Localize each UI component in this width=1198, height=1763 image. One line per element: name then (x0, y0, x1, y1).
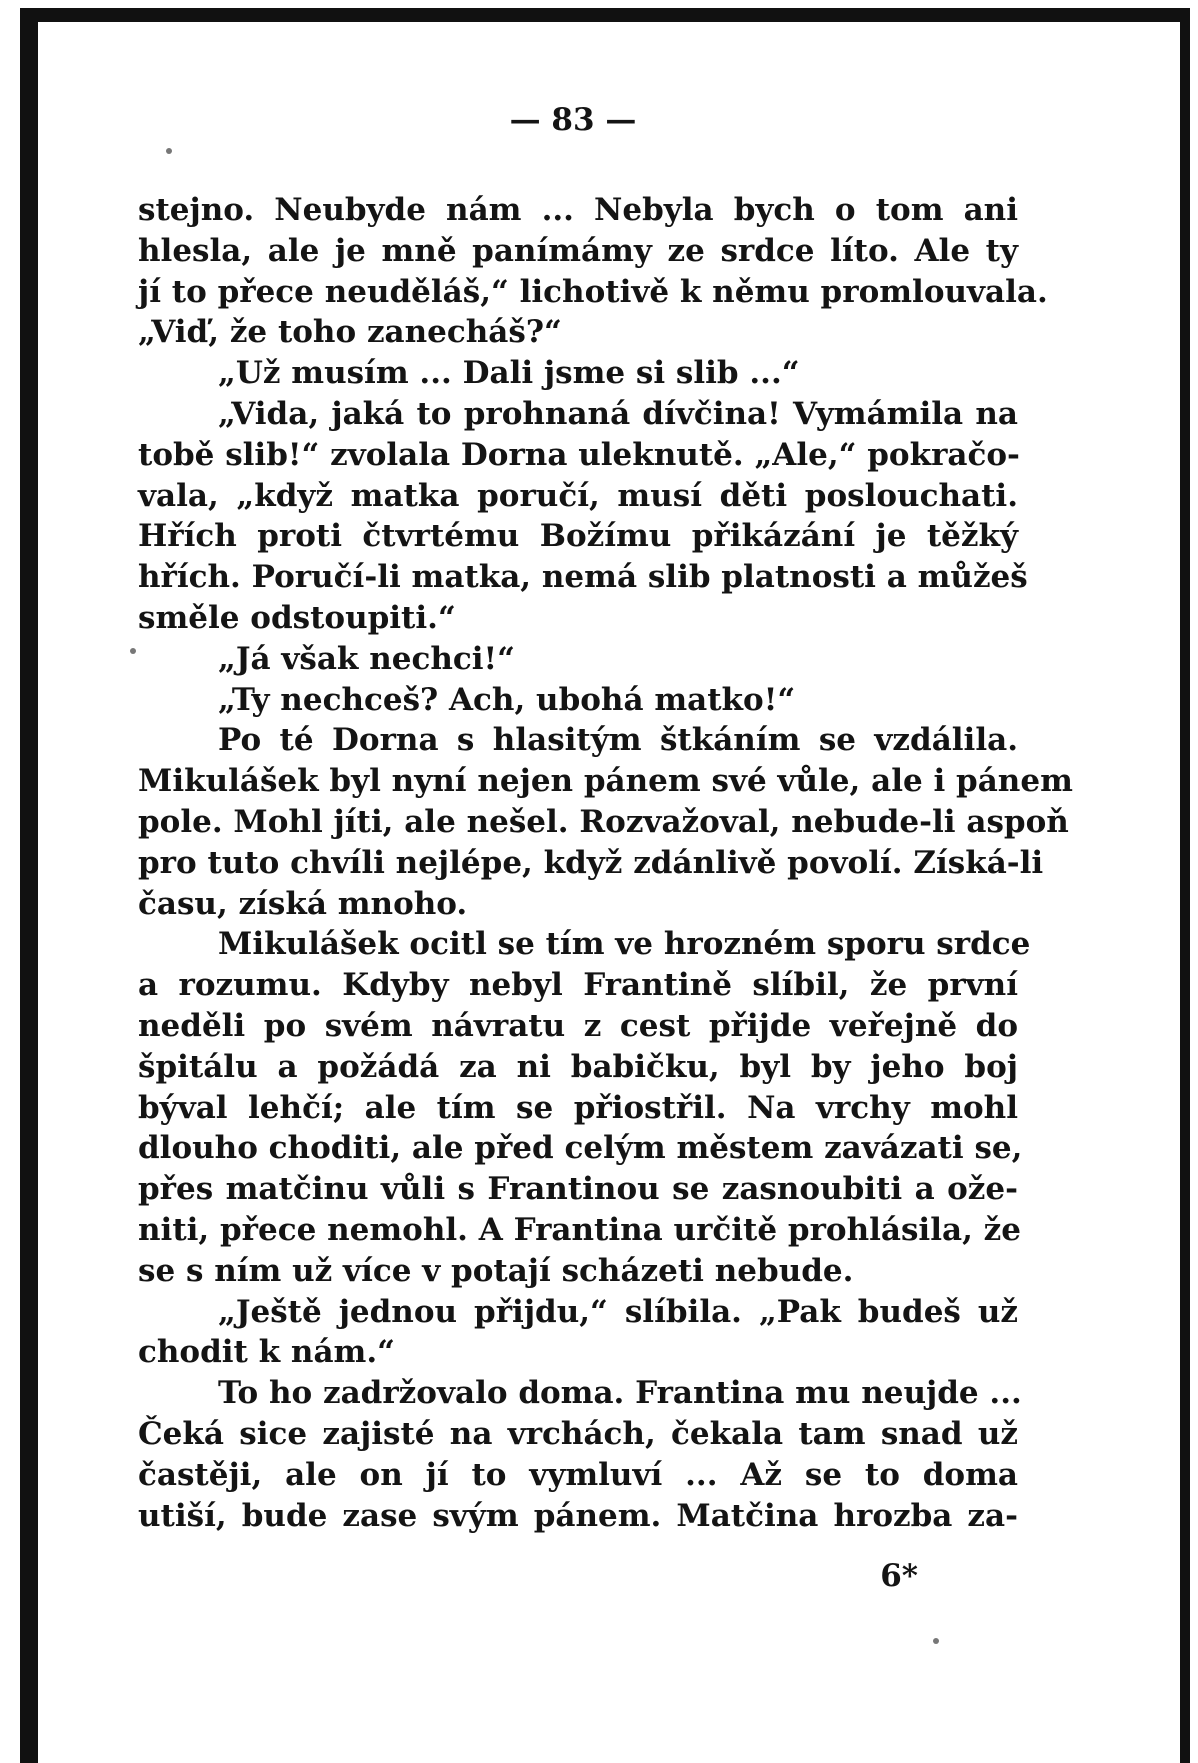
text-line: času, získá mnoho. (138, 885, 468, 922)
text-line: „Ty nechceš? Ach, ubohá matko!“ (218, 681, 796, 718)
signature-mark: 6* (880, 1558, 918, 1595)
text-line: „Viď, že toho zanecháš?“ (138, 314, 562, 351)
scan-speck (130, 648, 136, 654)
text-line: pole. Mohl jíti, ale nešel. Rozvažoval, nebude-li aspoň (138, 803, 1069, 840)
text-line: „Vida, jaká to prohnaná dívčina! Vymámila na (218, 395, 1018, 432)
text-line: Mikulášek byl nyní nejen pánem své vůle, ale i pánem (138, 763, 1073, 800)
text-line: hřích. Poručí-li matka, nemá slib platnosti a můžeš (138, 559, 1028, 596)
text-line: „Už musím ... Dali jsme si slib ...“ (218, 355, 800, 392)
text-line: vala, „když matka poručí, musí děti poslouchati. (138, 477, 1018, 514)
text-line: chodit k nám.“ (138, 1334, 395, 1371)
body-text (138, 190, 1073, 1536)
text-line: dlouho choditi, ale před celým městem zavázati se, (138, 1130, 1023, 1167)
scan-border-top (20, 8, 1190, 22)
text-line: hlesla, ale je mně panímámy ze srdce líto. Ale ty (138, 232, 1018, 269)
text-line: „Ještě jednou přijdu,“ slíbila. „Pak budeš už (218, 1293, 1018, 1330)
text-line: „Já však nechci!“ (218, 640, 515, 677)
scan-border-left (20, 8, 38, 1763)
scan-speck (933, 1638, 939, 1644)
text-line: To ho zadržovalo doma. Frantina mu neujde ... (218, 1375, 1022, 1412)
text-line: utiší, bude zase svým pánem. Matčina hrozba za- (138, 1497, 1018, 1534)
text-line: častěji, ale on jí to vymluví ... Až se to doma (138, 1456, 1018, 1493)
text-line: přes matčinu vůli s Frantinou se zasnoubiti a ože- (138, 1171, 1018, 1208)
text-line: a rozumu. Kdyby nebyl Frantině slíbil, že první (138, 967, 1018, 1004)
text-line: Hřích proti čtvrtému Božímu přikázání je těžký (138, 518, 1018, 555)
text-line: stejno. Neubyde nám ... Nebyla bych o tom ani (138, 192, 1018, 228)
text-line: niti, přece nemohl. A Frantina určitě prohlásila, že (138, 1211, 1021, 1248)
book-page (138, 100, 1073, 1597)
text-line: špitálu a požádá za ni babičku, byl by jeho boj (138, 1048, 1018, 1085)
text-line: jí to přece neuděláš,“ lichotivě k němu promlouvala. (138, 273, 1048, 310)
text-line: se s ním už více v potají scházeti nebude. (138, 1252, 854, 1289)
text-line: Po té Dorna s hlasitým štkáním se vzdálila. (218, 722, 1018, 759)
text-line: pro tuto chvíli nejlépe, když zdánlivě povolí. Získá-li (138, 844, 1044, 881)
text-line: směle odstoupiti.“ (138, 599, 456, 636)
text-line: tobě slib!“ zvolala Dorna uleknutě. „Ale,“ pokračo- (138, 436, 1020, 473)
text-line: Mikulášek ocitl se tím ve hrozném sporu srdce (218, 926, 1031, 963)
text-line: býval lehčí; ale tím se přiostřil. Na vrchy mohl (138, 1089, 1018, 1126)
text-line: neděli po svém návratu z cest přijde veřejně do (138, 1007, 1018, 1044)
scan-border-right (1180, 8, 1190, 1763)
text-line: Čeká sice zajisté na vrchách, čekala tam snad už (138, 1415, 1018, 1452)
page-number: — 83 — (509, 102, 637, 138)
